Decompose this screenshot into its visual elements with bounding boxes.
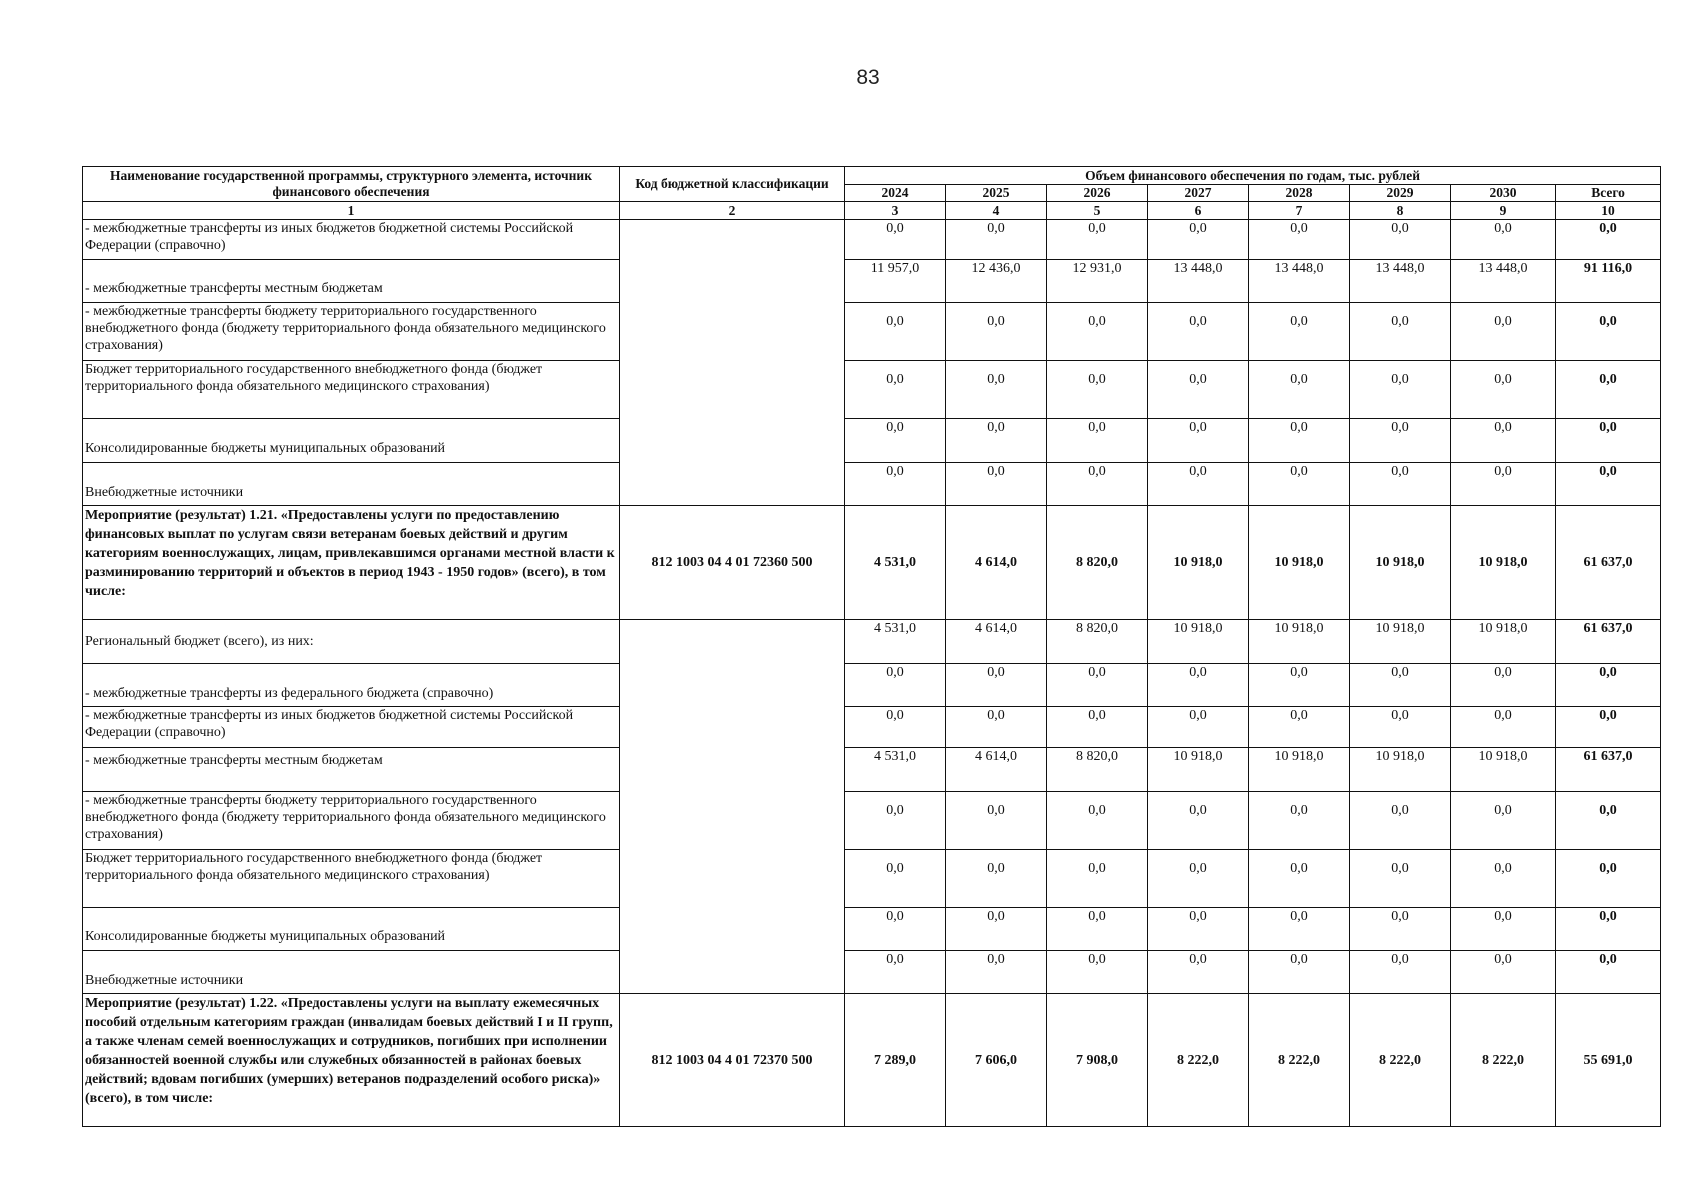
row-value: 10 918,0 — [1350, 506, 1451, 620]
row-code-empty — [620, 220, 845, 506]
row-value: 0,0 — [1451, 463, 1556, 506]
row-value: 0,0 — [1350, 361, 1451, 419]
row-total: 55 691,0 — [1556, 994, 1661, 1127]
row-code-empty — [620, 620, 845, 994]
row-value: 4 531,0 — [845, 748, 946, 792]
row-total: 0,0 — [1556, 951, 1661, 994]
row-value: 0,0 — [1249, 908, 1350, 951]
table-row-event — [83, 506, 1661, 620]
table-row — [83, 908, 1661, 951]
row-value: 0,0 — [1148, 908, 1249, 951]
row-value: 0,0 — [1047, 463, 1148, 506]
row-value: 10 918,0 — [1451, 748, 1556, 792]
row-value: 10 918,0 — [1350, 620, 1451, 664]
row-value: 4 614,0 — [946, 506, 1047, 620]
row-value: 0,0 — [946, 419, 1047, 463]
row-total: 0,0 — [1556, 908, 1661, 951]
row-value: 0,0 — [1350, 850, 1451, 908]
row-value: 0,0 — [1047, 908, 1148, 951]
row-value: 0,0 — [1148, 707, 1249, 748]
header-year: 2027 — [1148, 185, 1249, 202]
row-value: 0,0 — [1451, 850, 1556, 908]
row-total: 61 637,0 — [1556, 506, 1661, 620]
row-value: 0,0 — [1148, 303, 1249, 361]
row-total: 0,0 — [1556, 361, 1661, 419]
row-value: 13 448,0 — [1451, 260, 1556, 303]
table-header — [83, 167, 1661, 220]
row-value: 8 222,0 — [1148, 994, 1249, 1127]
row-value: 4 531,0 — [845, 506, 946, 620]
event-name: Мероприятие (результат) 1.21. «Предоставлены услуги по предоставлению финансовых выплат по услугам связи ветеранам боевых действий и другим категориям военнослужащих, лицам, привлекавшимся органами местной власти к разминированию территорий и объектов в период 1943 - 1950 годов» (всего), в том числе: — [83, 506, 620, 620]
row-value: 0,0 — [1249, 707, 1350, 748]
event-code: 812 1003 04 4 01 72370 500 — [620, 994, 845, 1127]
row-value: 0,0 — [1451, 361, 1556, 419]
table-row — [83, 792, 1661, 850]
row-value: 10 918,0 — [1249, 506, 1350, 620]
row-value: 0,0 — [1249, 463, 1350, 506]
row-value: 0,0 — [946, 951, 1047, 994]
row-value: 0,0 — [1148, 463, 1249, 506]
row-value: 0,0 — [845, 664, 946, 707]
row-value: 13 448,0 — [1350, 260, 1451, 303]
table-row-event — [83, 994, 1661, 1127]
row-name: Региональный бюджет (всего), из них: — [83, 620, 620, 664]
row-name: Консолидированные бюджеты муниципальных образований — [83, 419, 620, 463]
row-value: 0,0 — [1451, 220, 1556, 260]
header-year: 2029 — [1350, 185, 1451, 202]
header-year: 2030 — [1451, 185, 1556, 202]
row-name: - межбюджетные трансферты бюджету территориального государственного внебюджетного фонда (бюджету территориального фонда обязательного медицинского страхования) — [83, 792, 620, 850]
row-total: 0,0 — [1556, 303, 1661, 361]
event-name: Мероприятие (результат) 1.22. «Предоставлены услуги на выплату ежемесячных пособий отдельным категориям граждан (инвалидам боевых действий I и II групп, а также членам семей военнослужащих и сотрудников, погибших при исполнении обязанностей военной службы или служебных обязанностей в районах боевых действий; вдовам погибших (умерших) ветеранов подразделений особого риска)» (всего), в том числе: — [83, 994, 620, 1127]
row-value: 0,0 — [1350, 220, 1451, 260]
row-value: 0,0 — [845, 463, 946, 506]
row-value: 0,0 — [1350, 664, 1451, 707]
column-number: 10 — [1556, 202, 1661, 220]
row-value: 10 918,0 — [1451, 620, 1556, 664]
row-value: 0,0 — [946, 908, 1047, 951]
row-value: 7 908,0 — [1047, 994, 1148, 1127]
row-value: 0,0 — [1350, 707, 1451, 748]
row-value: 10 918,0 — [1350, 748, 1451, 792]
table-row — [83, 951, 1661, 994]
row-total: 61 637,0 — [1556, 620, 1661, 664]
row-value: 8 820,0 — [1047, 620, 1148, 664]
row-value: 0,0 — [946, 792, 1047, 850]
column-number: 3 — [845, 202, 946, 220]
row-total: 0,0 — [1556, 664, 1661, 707]
row-value: 0,0 — [845, 361, 946, 419]
row-name: - межбюджетные трансферты бюджету территориального государственного внебюджетного фонда (бюджету территориального фонда обязательного медицинского страхования) — [83, 303, 620, 361]
row-value: 0,0 — [1148, 664, 1249, 707]
row-value: 0,0 — [1047, 951, 1148, 994]
header-row-column-numbers — [83, 202, 1661, 220]
row-value: 0,0 — [1451, 419, 1556, 463]
row-value: 0,0 — [1148, 419, 1249, 463]
row-value: 0,0 — [946, 361, 1047, 419]
row-value: 0,0 — [1350, 908, 1451, 951]
row-value: 0,0 — [1350, 303, 1451, 361]
row-value: 0,0 — [946, 664, 1047, 707]
row-value: 12 931,0 — [1047, 260, 1148, 303]
row-value: 0,0 — [1047, 220, 1148, 260]
table-row — [83, 620, 1661, 664]
row-total: 61 637,0 — [1556, 748, 1661, 792]
row-value: 10 918,0 — [1249, 748, 1350, 792]
row-value: 0,0 — [1249, 951, 1350, 994]
header-volume-column: Объем финансового обеспечения по годам, тыс. рублей — [845, 167, 1661, 185]
row-value: 0,0 — [1249, 664, 1350, 707]
row-name: - межбюджетные трансферты из иных бюджетов бюджетной системы Российской Федерации (справочно) — [83, 707, 620, 748]
row-value: 8 222,0 — [1350, 994, 1451, 1127]
table-row — [83, 850, 1661, 908]
table-row — [83, 664, 1661, 707]
table-row — [83, 707, 1661, 748]
row-value: 0,0 — [1249, 419, 1350, 463]
column-number: 2 — [620, 202, 845, 220]
row-value: 0,0 — [1047, 707, 1148, 748]
row-value: 0,0 — [946, 850, 1047, 908]
row-value: 0,0 — [1148, 792, 1249, 850]
row-value: 10 918,0 — [1451, 506, 1556, 620]
row-value: 0,0 — [845, 908, 946, 951]
row-value: 0,0 — [946, 303, 1047, 361]
table-row — [83, 463, 1661, 506]
row-name: Бюджет территориального государственного внебюджетного фонда (бюджет территориального фонда обязательного медицинского страхования) — [83, 361, 620, 419]
row-total: 91 116,0 — [1556, 260, 1661, 303]
table-row — [83, 361, 1661, 419]
row-name: Консолидированные бюджеты муниципальных образований — [83, 908, 620, 951]
row-value: 0,0 — [946, 707, 1047, 748]
column-number: 8 — [1350, 202, 1451, 220]
row-total: 0,0 — [1556, 419, 1661, 463]
row-value: 0,0 — [1249, 361, 1350, 419]
row-total: 0,0 — [1556, 220, 1661, 260]
header-year: 2024 — [845, 185, 946, 202]
row-value: 0,0 — [1047, 792, 1148, 850]
row-value: 13 448,0 — [1249, 260, 1350, 303]
table-row — [83, 748, 1661, 792]
row-value: 0,0 — [1249, 220, 1350, 260]
row-value: 0,0 — [1047, 850, 1148, 908]
page-number: 83 — [856, 66, 880, 89]
row-value: 0,0 — [1451, 707, 1556, 748]
row-name: - межбюджетные трансферты из иных бюджетов бюджетной системы Российской Федерации (справочно) — [83, 220, 620, 260]
row-value: 0,0 — [1350, 792, 1451, 850]
row-value: 0,0 — [845, 792, 946, 850]
header-year: 2025 — [946, 185, 1047, 202]
column-number: 1 — [83, 202, 620, 220]
column-number: 9 — [1451, 202, 1556, 220]
row-value: 0,0 — [946, 463, 1047, 506]
row-value: 0,0 — [1148, 220, 1249, 260]
row-total: 0,0 — [1556, 463, 1661, 506]
row-value: 0,0 — [845, 850, 946, 908]
table-row — [83, 220, 1661, 260]
column-number: 6 — [1148, 202, 1249, 220]
row-total: 0,0 — [1556, 850, 1661, 908]
header-year: 2026 — [1047, 185, 1148, 202]
row-value: 10 918,0 — [1148, 620, 1249, 664]
header-code-column: Код бюджетной классификации — [620, 167, 845, 202]
header-year: 2028 — [1249, 185, 1350, 202]
header-name-column: Наименование государственной программы, структурного элемента, источник финансового обеспечения — [83, 167, 620, 202]
row-value: 7 289,0 — [845, 994, 946, 1127]
row-value: 4 614,0 — [946, 748, 1047, 792]
row-name: Внебюджетные источники — [83, 951, 620, 994]
row-value: 8 222,0 — [1249, 994, 1350, 1127]
table-row — [83, 303, 1661, 361]
row-value: 0,0 — [845, 951, 946, 994]
row-value: 4 614,0 — [946, 620, 1047, 664]
row-value: 0,0 — [1047, 419, 1148, 463]
row-value: 7 606,0 — [946, 994, 1047, 1127]
row-value: 0,0 — [1451, 303, 1556, 361]
row-value: 0,0 — [1148, 850, 1249, 908]
row-name: - межбюджетные трансферты местным бюджетам — [83, 748, 620, 792]
row-value: 4 531,0 — [845, 620, 946, 664]
row-value: 0,0 — [946, 220, 1047, 260]
row-value: 11 957,0 — [845, 260, 946, 303]
row-value: 0,0 — [845, 707, 946, 748]
row-value: 8 820,0 — [1047, 748, 1148, 792]
column-number: 5 — [1047, 202, 1148, 220]
row-value: 10 918,0 — [1249, 620, 1350, 664]
budget-table — [82, 166, 1661, 1127]
event-code: 812 1003 04 4 01 72360 500 — [620, 506, 845, 620]
row-value: 0,0 — [1047, 303, 1148, 361]
row-name: - межбюджетные трансферты из федерального бюджета (справочно) — [83, 664, 620, 707]
row-value: 8 222,0 — [1451, 994, 1556, 1127]
row-value: 0,0 — [1350, 463, 1451, 506]
row-value: 0,0 — [1047, 664, 1148, 707]
row-value: 0,0 — [845, 220, 946, 260]
row-name: Внебюджетные источники — [83, 463, 620, 506]
row-value: 10 918,0 — [1148, 748, 1249, 792]
row-value: 0,0 — [1249, 303, 1350, 361]
table-row — [83, 419, 1661, 463]
row-total: 0,0 — [1556, 792, 1661, 850]
row-value: 0,0 — [1047, 361, 1148, 419]
row-value: 0,0 — [845, 419, 946, 463]
row-value: 8 820,0 — [1047, 506, 1148, 620]
row-value: 0,0 — [1148, 361, 1249, 419]
row-value: 0,0 — [1350, 419, 1451, 463]
row-value: 0,0 — [845, 303, 946, 361]
row-value: 0,0 — [1249, 850, 1350, 908]
row-name: - межбюджетные трансферты местным бюджетам — [83, 260, 620, 303]
table-body — [83, 220, 1661, 1127]
row-value: 13 448,0 — [1148, 260, 1249, 303]
row-value: 10 918,0 — [1148, 506, 1249, 620]
row-value: 0,0 — [1451, 908, 1556, 951]
column-number: 7 — [1249, 202, 1350, 220]
row-value: 0,0 — [1451, 951, 1556, 994]
row-value: 0,0 — [1451, 792, 1556, 850]
row-value: 0,0 — [1148, 951, 1249, 994]
row-name: Бюджет территориального государственного внебюджетного фонда (бюджет территориального фонда обязательного медицинского страхования) — [83, 850, 620, 908]
header-total: Всего — [1556, 185, 1661, 202]
header-row-titles — [83, 167, 1661, 185]
row-value: 12 436,0 — [946, 260, 1047, 303]
row-value: 0,0 — [1451, 664, 1556, 707]
row-value: 0,0 — [1249, 792, 1350, 850]
column-number: 4 — [946, 202, 1047, 220]
row-value: 0,0 — [1350, 951, 1451, 994]
table-row — [83, 260, 1661, 303]
row-total: 0,0 — [1556, 707, 1661, 748]
